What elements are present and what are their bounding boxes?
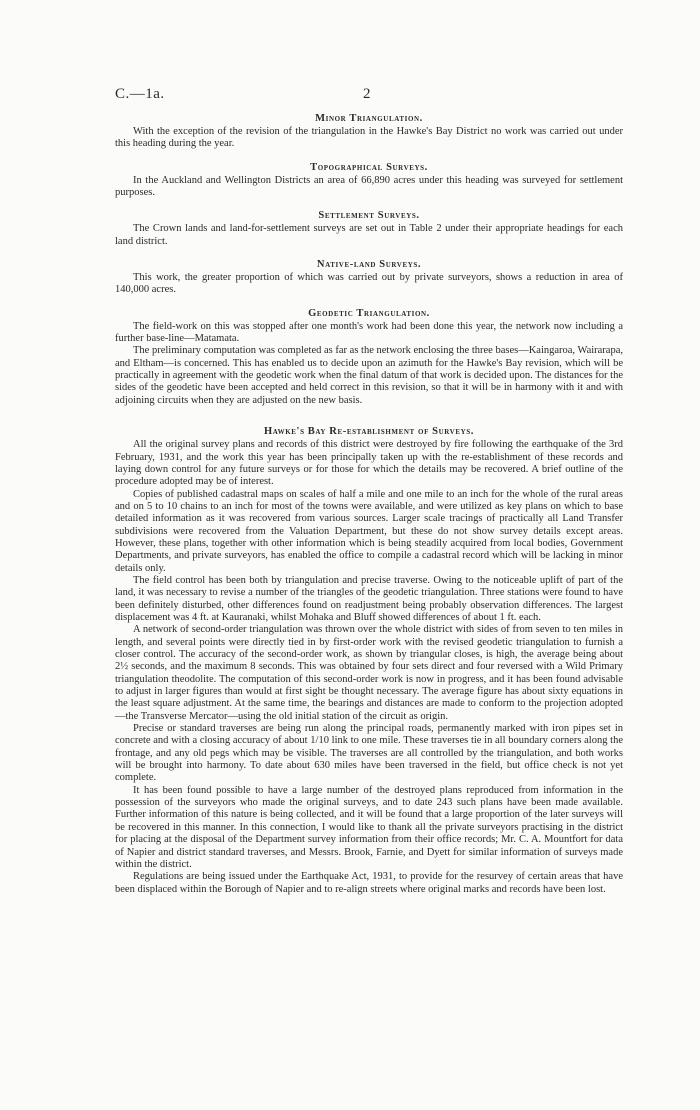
section-heading-geodetic-triangulation: Geodetic Triangulation. xyxy=(308,307,430,319)
paragraph: It has been found possible to have a large number of the destroyed plans reproduced from information in the possession of the surveyors who made the original surveys, and to date 243 such plans have been made available. Further information of this nature is being collected, and it will be found that a large proportion of the later surveys will be recovered in this manner. In this connection, I would like to thank all the private surveyors practising in the district for placing at the disposal of the Department survey information from their office records; Mr. C. A. Mountfort for data of Napier and district standard traverses, and Messrs. Brook, Farnie, and Dyett for similar information of surveys made within the district. xyxy=(115,784,623,870)
section-heading-native-land-surveys: Native-land Surveys. xyxy=(316,259,422,271)
page-number: 2 xyxy=(363,86,371,102)
paragraph: With the exception of the revision of the triangulation in the Hawke's Bay District no work was carried out under this heading during the year. xyxy=(115,126,623,150)
paragraph: The preliminary computation was completed as far as the network enclosing the three bases—Kaingaroa, Wairarapa, and Eltham—is concerned. This has enabled us to decide upon an azimuth for the Hawke's Bay revision, which will be practically in agreement with the geodetic work when the final datum of that work is decided upon. The distances for the sides of the geodetic have been accepted and held correct in this revision, so that it will be in harmony with it and with adjoining circuits when they are adjusted on the new basis. xyxy=(115,345,623,406)
paragraph: Regulations are being issued under the Earthquake Act, 1931, to provide for the resurvey of certain areas that have been displaced within the Borough of Napier and to re-align streets where original marks and records have been lost. xyxy=(115,871,623,895)
paragraph: A network of second-order triangulation was thrown over the whole district with sides of from seven to ten miles in length, and several points were directly tied in by first-order work with the revised geodetic triangulation to furnish a closer control. The accuracy of the second-order work, as shown by triangular closes, is high, the average being about 2½ seconds, and the maximum 8 seconds. This was obtained by four sets direct and four reversed with a Wild Primary triangulation theodolite. The computation of this second-order work is now in progress, and it has been found advisable to adjust in larger figures than would at first sight be thought necessary. The average figure has about sixty equations in the least square adjustment. At the same time, the bearings and distances are made to conform to the projection adopted—the Transverse Mercator—using the old initial station of the circuit as origin. xyxy=(115,624,623,722)
paragraph: This work, the greater proportion of which was carried out by private surveyors, shows a reduction in area of 140,000 acres. xyxy=(115,272,623,296)
paragraph: The field control has been both by triangulation and precise traverse. Owing to the noticeable uplift of part of the land, it was necessary to revise a number of the triangles of the geodetic triangulation. Three stations were found to have been definitely disturbed, other differences found on readjustment being probably observation differences. The largest displacement was 4 ft. at Kauranaki, whilst Mohaka and Bluff showed differences of about 1 ft. each. xyxy=(115,574,623,623)
page-header xyxy=(0,86,700,106)
paragraph: Copies of published cadastral maps on scales of half a mile and one mile to an inch for the whole of the rural areas and on 5 to 10 chains to an inch for most of the towns were available, and were utilized as key plans on which to base detailed information as it was recovered from various sources. Larger scale tracings of practically all Land Transfer subdivisions were recovered from the Valuation Department, but these do not show survey details except areas. However, these plans, together with other information which is being steadily acquired from local bodies, Government Departments, and private surveyors, has enabled the office to compile a cadastral record which will be lacking in minor details only. xyxy=(115,488,623,574)
paragraph: The field-work on this was stopped after one month's work had been done this year, the network now including a further base-line—Matamata. xyxy=(115,320,623,345)
section-heading-topographical-surveys: Topographical Surveys. xyxy=(310,161,428,173)
paragraph: In the Auckland and Wellington Districts an area of 66,890 acres under this heading was surveyed for settlement purposes. xyxy=(115,174,623,199)
paragraph: All the original survey plans and records of this district were destroyed by fire following the earthquake of the 3rd February, 1931, and the work this year has been principally taken up with the re-establishment of these records and laying down control for any future surveys or for those for which the details may be recovered. A brief outline of the procedure adopted may be of interest. xyxy=(115,439,623,488)
paragraph: The Crown lands and land-for-settlement surveys are set out in Table 2 under their appropriate headings for each land district. xyxy=(115,223,623,247)
document-reference: C.—1a. xyxy=(115,86,165,102)
document-body xyxy=(115,112,623,896)
section-heading-hawkes-bay-re-establishment: Hawke's Bay Re-establishment of Surveys. xyxy=(264,426,474,438)
paragraph: Precise or standard traverses are being run along the principal roads, permanently marked with iron pipes set in concrete and with a closing accuracy of about 1/10 link to one mile. These traverses tie in all boundary corners along the frontage, and any old pegs which may be visible. The traverses are all controlled by the triangulation, and both works will be brought into harmony. To date about 630 miles have been traversed in the field, but office check is not yet complete. xyxy=(115,723,623,784)
section-heading-settlement-surveys: Settlement Surveys. xyxy=(318,210,420,222)
section-heading-minor-triangulation: Minor Triangulation. xyxy=(315,113,423,124)
